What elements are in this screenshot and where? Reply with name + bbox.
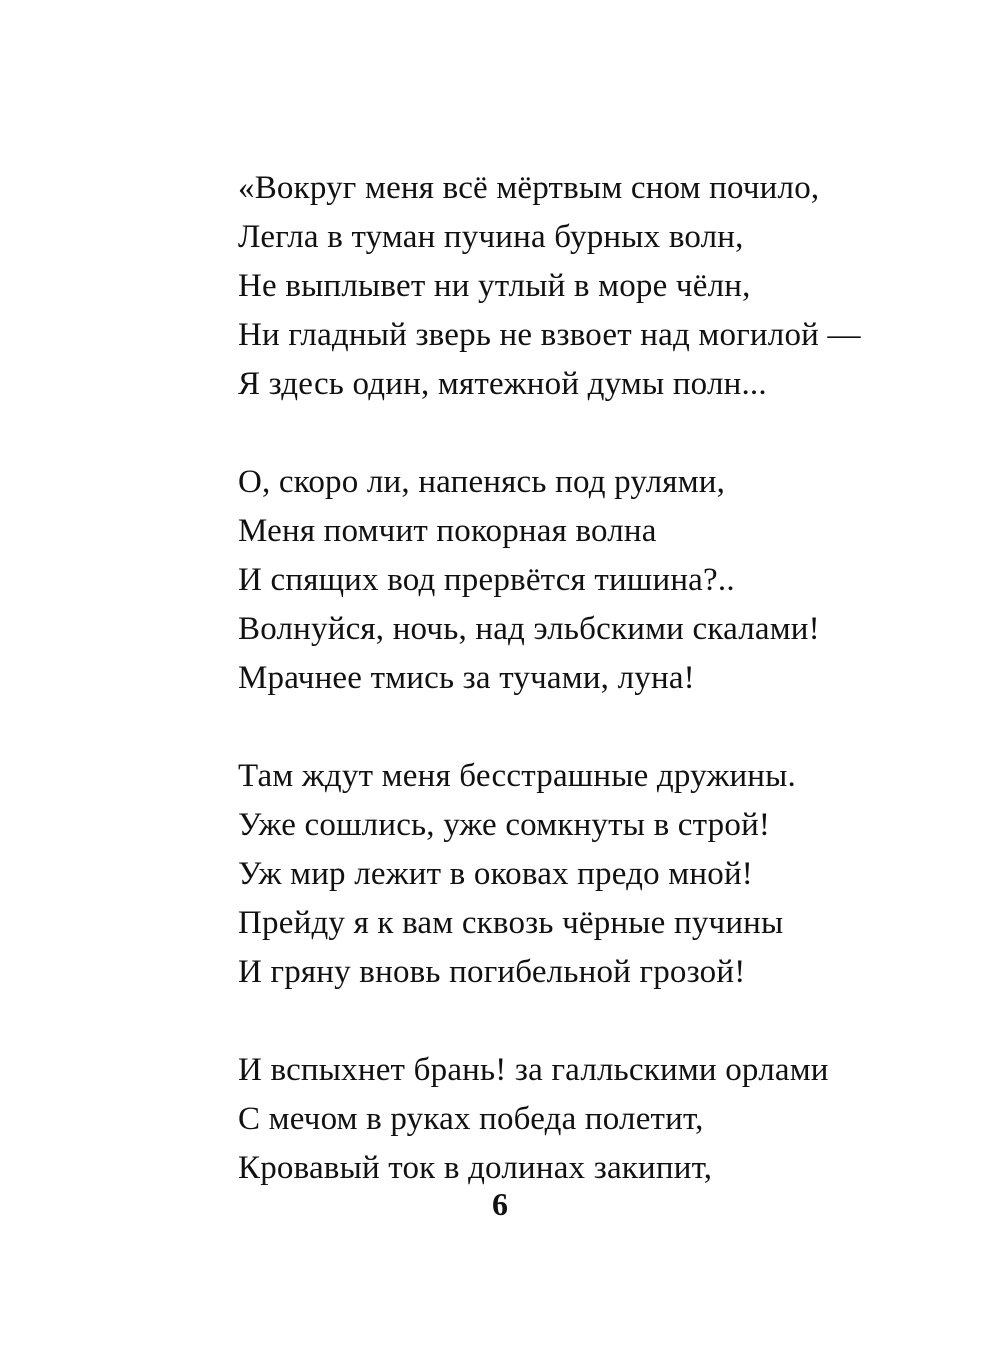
verse-line: Меня помчит покорная волна (238, 513, 657, 549)
verse-line: С мечом в руках победа полетит, (238, 1101, 704, 1137)
verse-line: Волнуйся, ночь, над эльбскими скалами! (238, 611, 820, 647)
page-number: 6 (492, 1186, 508, 1222)
verse-line: Там ждут меня бесстрашные дружины. (238, 758, 796, 794)
verse-line: Уж мир лежит в оковах предо мной! (238, 856, 753, 892)
verse-line: «Вокруг меня всё мёртвым сном почило, (238, 170, 820, 206)
stanza-3 (238, 752, 938, 997)
verse-line: О, скоро ли, напенясь под рулями, (238, 464, 726, 500)
stanza-2 (238, 458, 938, 703)
verse-line: Мрачнее тмись за тучами, луна! (238, 660, 695, 696)
stanza-1 (238, 164, 938, 409)
verse-line: Не выплывет ни утлый в море чёлн, (238, 268, 751, 304)
stanza-4 (238, 1046, 938, 1193)
verse-line: И вспыхнет брань! за галльскими орлами (238, 1052, 829, 1088)
verse-line: И спящих вод прервётся тишина?.. (238, 562, 735, 598)
poem-text (238, 164, 938, 1193)
verse-line: Я здесь один, мятежной думы полн... (238, 366, 767, 402)
verse-line: Кровавый ток в долинах закипит, (238, 1150, 713, 1186)
verse-line: И гряну вновь погибельной грозой! (238, 954, 746, 990)
verse-line: Легла в туман пучина бурных волн, (238, 219, 744, 255)
verse-line: Уже сошлись, уже сомкнуты в строй! (238, 807, 771, 843)
verse-line: Прейду я к вам сквозь чёрные пучины (238, 905, 784, 941)
verse-line: Ни гладный зверь не взвоет над могилой — (238, 317, 861, 353)
